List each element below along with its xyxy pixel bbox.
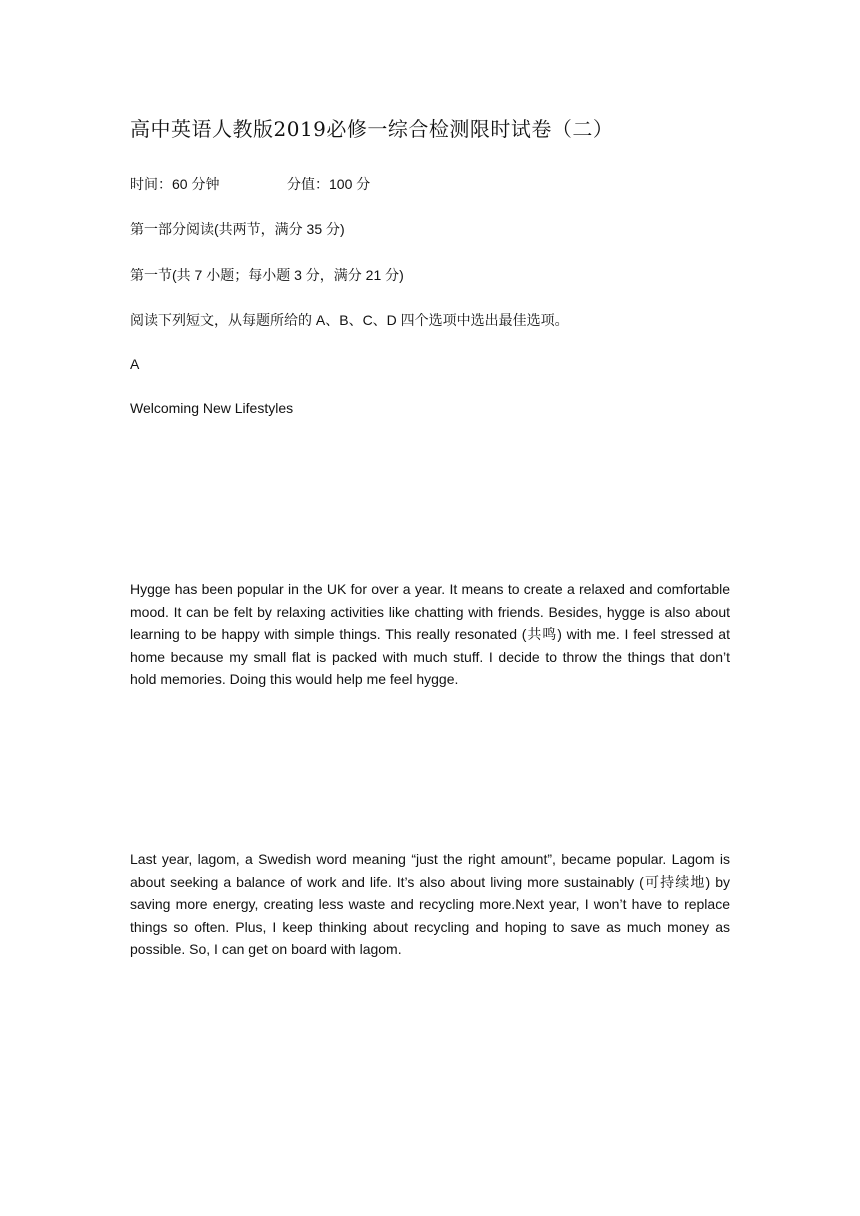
- passage-paragraph: Last year, lagom, a Swedish word meaning “just the right amount”, became popular. Lagom is about seeking a balance of work and life. It’s also about living more sustainably (可持续地) by saving more energy, creating less waste and recycling more.Next year, I won’t have to replace things so often. Plus, I keep thinking about recycling and hoping to save as much money as possible. So, I can get on board with lagom.: [130, 851, 730, 958]
- section-heading: 第一节(共 7 小题；每小题 3 分，满分 21 分): [130, 267, 404, 283]
- exam-time: 时间：60 分钟: [130, 176, 220, 192]
- instructions-text: 阅读下列短文，从每题所给的 A、B、C、D 四个选项中选出最佳选项。: [130, 312, 569, 328]
- part-heading: 第一部分阅读(共两节，满分 35 分): [130, 221, 345, 237]
- passage-title: Welcoming New Lifestyles: [130, 400, 294, 416]
- exam-score: 分值：100 分: [287, 176, 371, 192]
- exam-title: 高中英语人教版2019必修一综合检测限时试卷（二）: [130, 117, 614, 141]
- passage-paragraph: Hygge has been popular in the UK for over a year. It means to create a relaxed and comfortable mood. It can be felt by relaxing activities like chatting with friends. Besides, hygge is also about learning to be happy with simple things. This really resonated (共鸣) with me. I feel stressed at home because my small flat is packed with much stuff. I decide to throw the things that don’t hold memories. Doing this would help me feel hygge.: [130, 581, 730, 688]
- passage-label: A: [130, 356, 140, 372]
